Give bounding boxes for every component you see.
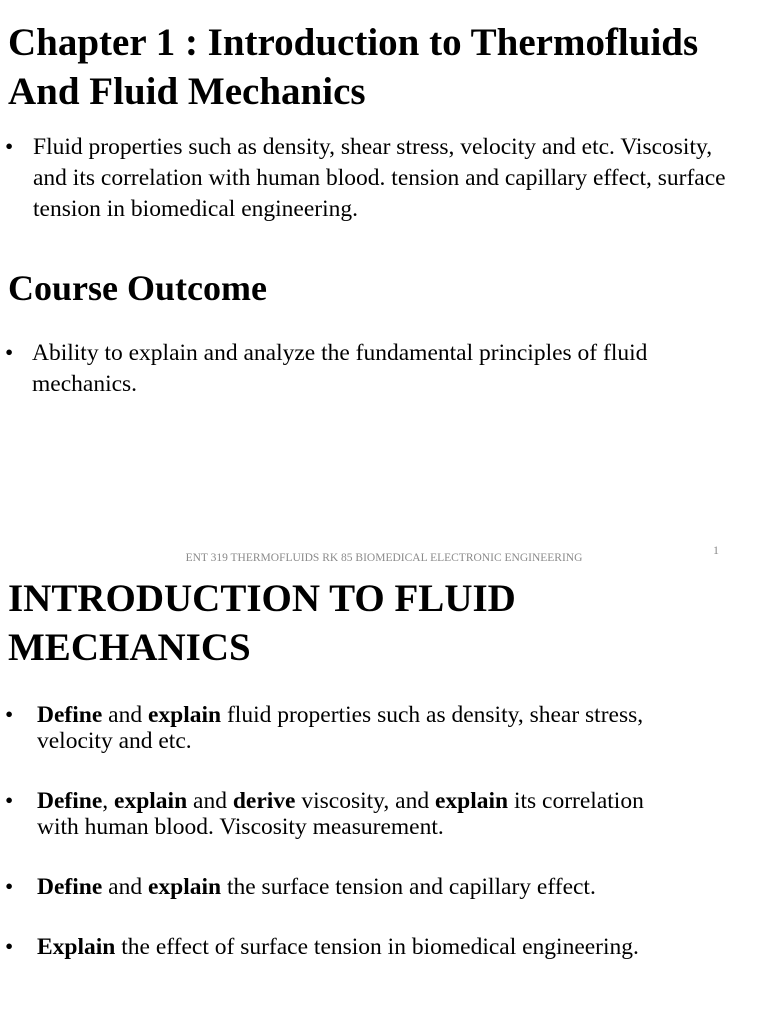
outcome-bullet — [0, 338, 720, 400]
objectives-list — [0, 702, 680, 994]
course-outcome-heading: Course Outcome — [8, 268, 267, 308]
chapter-title: Chapter 1 : Introduction to Thermofluids And Fluid Mechanics — [8, 21, 699, 113]
bullet-dot: • — [5, 702, 14, 728]
section-title: INTRODUCTION TO FLUID MECHANICS — [8, 577, 516, 669]
objective-keyword: explain — [147, 702, 222, 728]
slide-footer: ENT 319 THERMOFLUIDS RK 85 BIOMEDICAL ELECTRONIC ENGINEERING — [185, 552, 583, 564]
topic-bullet — [0, 132, 750, 225]
bullet-dot: • — [5, 788, 14, 814]
objective-text: , — [102, 788, 115, 814]
outcomes-list — [0, 338, 720, 400]
objective-text: and — [187, 788, 233, 814]
objective-keyword: explain — [434, 788, 509, 814]
objective-keyword: Define — [37, 702, 103, 728]
bullet-dot: • — [5, 340, 14, 366]
topic-text: Fluid properties such as density, shear stress, velocity and etc. Viscosity, and its correlation with human blood. tension and capillary effect, surface tension in biomedical engineering. — [33, 134, 726, 222]
objective-keyword: Define — [37, 874, 103, 900]
objective-bullet — [0, 702, 680, 754]
objective-text: and — [102, 702, 148, 728]
bullet-dot: • — [5, 134, 14, 160]
objective-bullet — [0, 874, 680, 900]
objective-text: and — [102, 874, 148, 900]
objective-text: fluid properties such as density, shear stress, velocity and etc. — [37, 702, 644, 754]
objective-text: the surface tension and capillary effect. — [221, 874, 596, 900]
objective-text: its correlation with human blood. Viscosity measurement. — [37, 788, 644, 840]
objective-keyword: Define — [37, 788, 103, 814]
objective-text: the effect of surface tension in biomedical engineering. — [115, 934, 639, 960]
objective-bullet — [0, 788, 680, 840]
objective-keyword: derive — [232, 788, 296, 814]
bullet-dot: • — [5, 874, 14, 900]
objective-keyword: explain — [147, 874, 222, 900]
page-number: 1 — [713, 543, 719, 557]
objective-keyword: explain — [114, 788, 188, 814]
objective-bullet — [0, 934, 680, 960]
topics-list — [0, 132, 750, 225]
slide-2 — [0, 570, 768, 1024]
objective-text: viscosity, and — [295, 788, 435, 814]
bullet-dot: • — [5, 934, 14, 960]
outcome-text: Ability to explain and analyze the fundamental principles of fluid mechanics. — [32, 340, 648, 397]
objective-keyword: Explain — [37, 934, 116, 960]
